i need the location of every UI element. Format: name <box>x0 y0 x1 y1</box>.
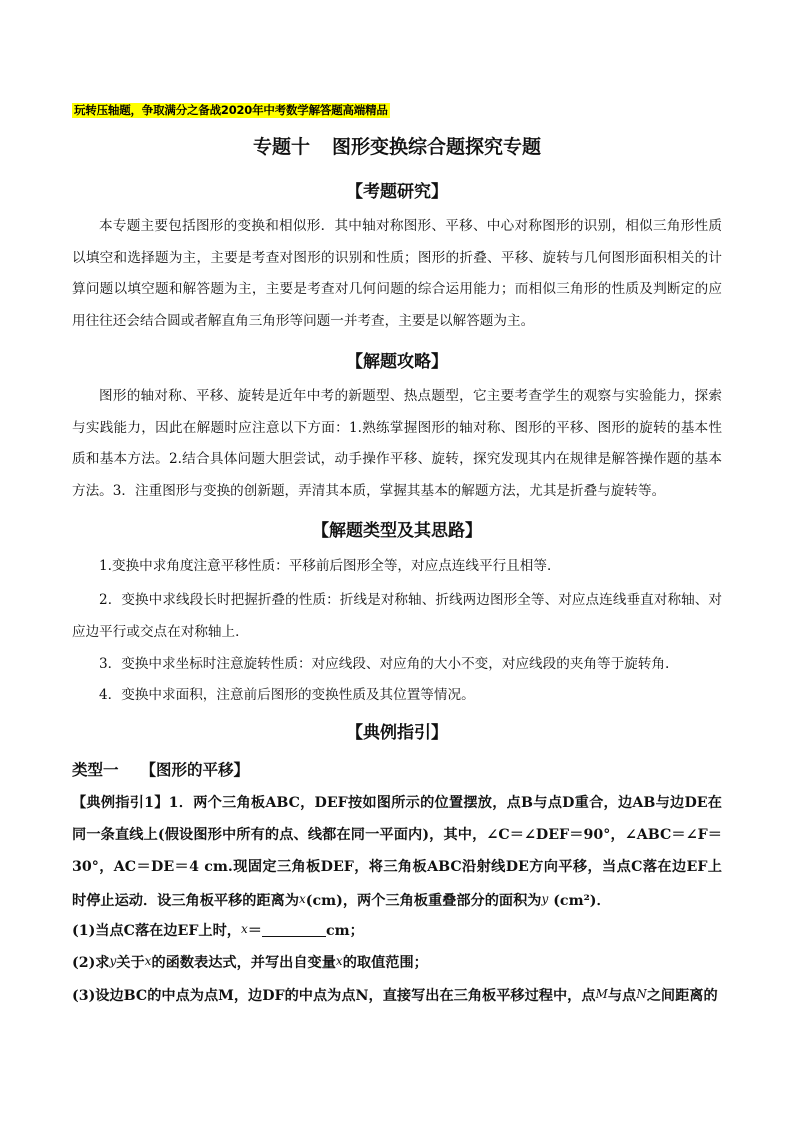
q3-text-b: 与点 <box>607 988 637 1004</box>
q3-text-c: 之间距离的 <box>646 988 718 1004</box>
problem-mid-1: (cm)，两个三角板重叠部分的面积为 <box>305 893 542 909</box>
strategy-paragraph: 图形的轴对称、平移、旋转是近年中考的新题型、热点题型，它主要考查学生的观察与实验能力，探索与实践能力，因此在解题时应注意以下方面：1.熟练掌握图形的轴对称、图形的平移、图形的旋转的基本性质和基本方法。2.结合具体问题大胆尝试，动手操作平移、旋转，探究发现其内在规律是解答操作题的基本方法。3．注重图形与变换的创新题，弄清其本质，掌握其基本的解题方法，尤其是折叠与旋转等。 <box>72 388 722 499</box>
heading-solution-types: 【解题类型及其思路】 <box>312 521 482 541</box>
q2-text-c: 的函数表达式，并写出自变量 <box>151 955 336 971</box>
q1-variable-x: x <box>240 922 248 936</box>
solution-type-item-4: 4．变换中求面积，注意前后图形的变换性质及其位置等情况。 <box>99 687 475 703</box>
type-one-number: 类型一 <box>72 761 119 779</box>
question-2 <box>72 946 732 978</box>
q1-text: (1)当点C落在边EF上时， <box>72 923 241 939</box>
solution-type-item-2: 2．变换中求线段长时把握折叠的性质：折线是对称轴、折线两边图形全等、对应点连线垂直对称轴、对应边平行或交点在对称轴上． <box>72 592 722 640</box>
page-title <box>0 132 794 159</box>
solution-type-item-1: 1.变换中求角度注意平移性质：平移前后图形全等，对应点连线平行且相等． <box>99 558 561 574</box>
q2-variable-x: x <box>144 954 152 968</box>
q2-text-d: 的取值范围； <box>342 955 428 971</box>
heading-research: 【考题研究】 <box>346 182 448 202</box>
heading-examples: 【典例指引】 <box>346 723 448 743</box>
variable-y: y <box>541 892 549 906</box>
q2-text-a: (2)求 <box>72 955 110 971</box>
title-topic-name: 图形变换综合题探究专题 <box>332 136 542 158</box>
problem-mid-2: (cm²)． <box>548 893 611 909</box>
type-one-label <box>72 758 249 780</box>
heading-strategy: 【解题攻略】 <box>346 352 448 372</box>
q1-equals: ＝ <box>247 923 262 939</box>
q1-unit: cm； <box>325 923 364 939</box>
solution-type-item-3: 3．变换中求坐标时注意旋转性质：对应线段、对应角的大小不变，对应线段的夹角等于旋转角. <box>99 656 670 672</box>
q3-variable-n: N <box>636 987 647 1001</box>
q2-text-b: 关于 <box>116 955 145 971</box>
example-problem-1 <box>72 787 722 917</box>
q2-variable-x-2: x <box>335 954 343 968</box>
research-paragraph: 本专题主要包括图形的变换和相似形．其中轴对称图形、平移、中心对称图形的识别，相似三角形性质以填空和选择题为主，主要是考查对图形的识别和性质；图形的折叠、平移、旋转与几何图形面积相关的计算问题以填空题和解答题为主，主要是考查对几何问题的综合运用能力；而相似三角形的性质及判断定的应用往往还会结合圆或者解直角三角形等问题一并考查，主要是以解答题为主。 <box>72 218 722 329</box>
q3-variable-m: M <box>595 987 608 1001</box>
type-one-name: 【图形的平移】 <box>140 761 250 779</box>
question-1 <box>72 914 732 946</box>
answer-blank[interactable] <box>262 922 326 937</box>
problem-intro: 【典例指引1】1．两个三角板ABC，DEF按如图所示的位置摆放，点B与点D重合，边AB与边DE在同一条直线上(假设图形中所有的点、线都在同一平面内)，其中，∠C＝∠DEF＝90°，∠ABC＝∠F＝30°，AC＝DE＝4 cm.现固定三角板DEF，将三角板ABC沿射线DE方向平移，当点C落在边EF上时停止运动．设三角板平移的距离为 <box>72 795 722 909</box>
question-3 <box>72 979 732 1011</box>
series-banner: 玩转压轴题，争取满分之备战2020年中考数学解答题高端精品 <box>74 103 388 117</box>
q3-text-a: (3)设边BC的中点为点M，边DF的中点为点N，直接写出在三角板平移过程中，点 <box>72 988 596 1004</box>
title-topic-number: 专题十 <box>252 136 310 158</box>
variable-x: x <box>299 892 306 906</box>
q2-variable-y: y <box>109 954 117 968</box>
